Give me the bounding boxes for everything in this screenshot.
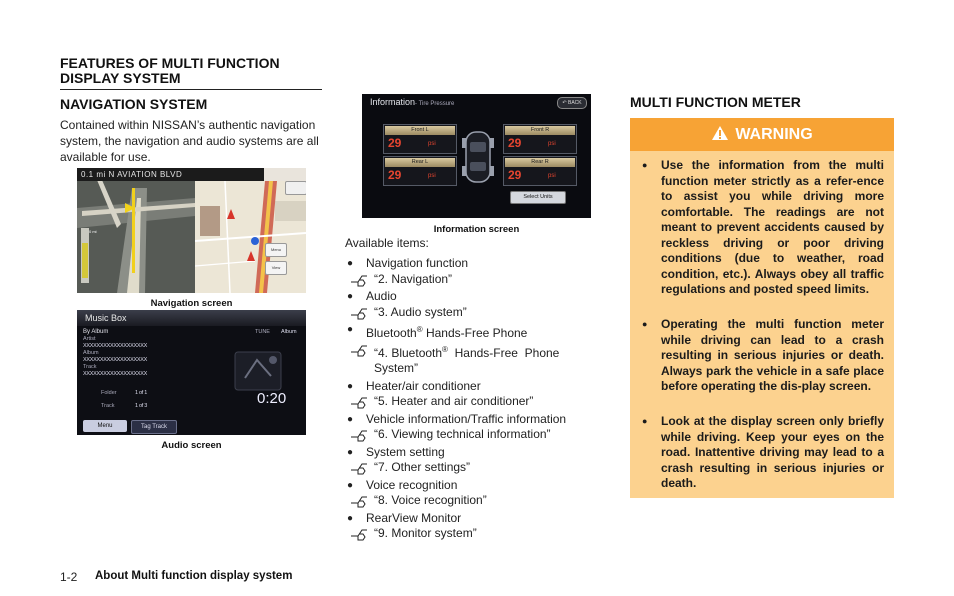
list-item — [345, 445, 610, 461]
music-box-illustration — [227, 338, 297, 398]
album-value: XXXXXXXXXXXXXXXXXXX — [83, 357, 148, 363]
tire-unit: psi — [428, 173, 436, 179]
item-reference: “6. Viewing technical information” — [374, 427, 551, 441]
item-name: Bluetooth — [366, 326, 417, 340]
bullet-icon: ● — [642, 160, 648, 170]
item-name-suffix: Hands-Free Phone — [422, 326, 528, 340]
bullet-icon: ● — [347, 446, 354, 458]
list-item — [345, 289, 610, 305]
item-reference: “7. Other settings” — [374, 460, 471, 474]
warning-item: Look at the display screen only briefly while driving. Keep your eyes on the road. Inattentive driving may lead to a crash resulting in serious injuries or death. — [661, 414, 884, 490]
list-item — [345, 511, 610, 527]
list-item-reference — [345, 526, 610, 542]
warning-item: Use the information from the multi function meter strictly as a refer-ence to assist you while driving more comfortable. The readings are not meant to prevent accidents caused by reckless driving or poor driving conditions (due to weather, road condition, etc.). Always obey all traffic regulations and posted speed limits. — [661, 158, 884, 296]
information-screen-image — [362, 94, 591, 218]
map-2d-view — [195, 181, 306, 293]
artist-label: Artist — [83, 336, 96, 342]
map-3d-view — [77, 168, 195, 293]
navigation-screen-image — [77, 168, 306, 293]
list-item — [345, 412, 610, 428]
menu-button[interactable]: Menu — [83, 420, 127, 432]
pointing-hand-icon — [349, 273, 369, 287]
tire-label: Front R — [505, 126, 575, 135]
tire-label: Rear L — [385, 158, 455, 167]
item-reference: “5. Heater and air conditioner” — [374, 394, 534, 408]
list-item — [345, 322, 610, 342]
tire-value: 29 — [388, 168, 402, 182]
back-arrow-icon: ↶ — [562, 100, 567, 106]
track-label: Track — [83, 364, 97, 370]
item-ref-sup: ® — [442, 344, 448, 354]
multi-function-meter-heading: MULTI FUNCTION METER — [630, 94, 801, 110]
information-screen-caption: Information screen — [433, 224, 520, 235]
back-button[interactable] — [557, 97, 587, 109]
warning-triangle-icon — [711, 125, 729, 141]
tire-value: 29 — [388, 136, 402, 150]
pointing-hand-icon — [349, 461, 369, 475]
bullet-icon: ● — [347, 413, 354, 425]
bullet-icon: ● — [347, 479, 354, 491]
nav-top-bar: 0.1 mi N AVIATION BLVD — [77, 168, 264, 181]
audio-screen-caption: Audio screen — [161, 440, 222, 451]
list-item — [345, 478, 610, 494]
map-scale-button[interactable] — [285, 181, 306, 195]
item-sup: ® — [416, 325, 423, 334]
track-count-value: 1 of 3 — [135, 403, 147, 409]
artist-value: XXXXXXXXXXXXXXXXXXX — [83, 343, 148, 349]
folder-value: 1 of 1 — [135, 390, 147, 396]
item-reference: “3. Audio system” — [374, 304, 467, 319]
pointing-hand-icon — [349, 527, 369, 541]
warning-item: Operating the multi function meter while driving can lead to a crash resulting in serious injuries or death. Always park the vehicle in a safe place before operating the dis-play screen. — [661, 317, 884, 393]
tire-value: 29 — [508, 168, 522, 182]
select-units-button[interactable]: Select Units — [510, 191, 566, 204]
chapter-title: About Multi function display system — [95, 570, 293, 582]
tire-unit: psi — [428, 141, 436, 147]
tire-value: 29 — [508, 136, 522, 150]
item-name: System setting — [366, 444, 445, 459]
track-value: XXXXXXXXXXXXXXXXXXX — [83, 371, 148, 377]
back-label: BACK — [567, 100, 582, 106]
bullet-icon: ● — [642, 319, 648, 329]
item-name: Vehicle information/Traffic information — [366, 411, 567, 426]
pointing-hand-icon — [349, 306, 369, 320]
warning-header — [630, 118, 894, 151]
warning-body — [630, 151, 894, 498]
tire-unit: psi — [548, 141, 556, 147]
map-menu-button[interactable]: Menu — [265, 243, 287, 257]
info-title — [370, 97, 454, 107]
info-title-text: Information — [370, 97, 416, 107]
list-item-reference — [345, 342, 610, 377]
navigation-screen-caption: Navigation screen — [150, 298, 233, 309]
bullet-icon: ● — [347, 291, 354, 302]
intro-paragraph: Contained within NISSAN’s authentic navigation system, the navigation and audio systems are all available for use. — [60, 118, 319, 164]
navigation-system-heading: NAVIGATION SYSTEM — [60, 96, 208, 112]
list-item-reference — [345, 272, 610, 288]
pointing-hand-icon — [349, 395, 369, 409]
available-items-list — [345, 236, 610, 542]
tag-track-button[interactable]: Tag Track — [131, 420, 177, 434]
list-item-reference — [345, 493, 610, 509]
list-item-reference — [345, 427, 610, 443]
album-tag-label: Album — [281, 329, 297, 335]
tune-label: TUNE — [255, 329, 270, 335]
car-top-view-icon — [462, 128, 494, 186]
bullet-icon: ● — [347, 324, 354, 335]
tire-rear-right — [503, 156, 577, 186]
list-item-reference — [345, 460, 610, 476]
item-ref-suffix: Hands-Free Phone — [447, 345, 560, 360]
warning-title: WARNING — [735, 126, 813, 143]
tire-front-right — [503, 124, 577, 154]
item-name: Navigation function — [366, 256, 469, 270]
page-number: 1-2 — [60, 570, 78, 584]
tire-label: Rear R — [505, 158, 575, 167]
album-label: Album — [83, 350, 99, 356]
track-count-label: Track — [101, 403, 115, 409]
bullet-icon: ● — [642, 416, 648, 426]
item-name: Audio — [366, 289, 397, 303]
bullet-icon: ● — [347, 512, 354, 524]
tire-front-left — [383, 124, 457, 154]
svg-text:0 mi: 0 mi — [89, 229, 97, 234]
folder-label: Folder — [101, 390, 117, 396]
tire-rear-left — [383, 156, 457, 186]
map-view-button[interactable]: View — [265, 261, 287, 275]
section-title: FEATURES OF MULTI FUNCTION DISPLAY SYSTEM — [60, 56, 322, 90]
item-reference: “4. Bluetooth — [374, 345, 443, 360]
tire-unit: psi — [548, 173, 556, 179]
item-reference: “8. Voice recognition” — [374, 493, 487, 507]
pointing-hand-icon — [349, 343, 369, 357]
playback-time: 0:20 — [257, 390, 287, 407]
list-item — [345, 256, 610, 272]
pointing-hand-icon — [349, 428, 369, 442]
item-ref-line2: System” — [374, 361, 419, 375]
item-reference: “9. Monitor system” — [374, 526, 477, 540]
list-item — [345, 379, 610, 395]
item-reference: “2. Navigation” — [374, 271, 453, 286]
list-item-reference — [345, 394, 610, 410]
by-album-label: By Album — [83, 329, 109, 335]
item-name: Heater/air conditioner — [366, 378, 481, 393]
bullet-icon: ● — [347, 258, 354, 269]
audio-screen-image — [77, 310, 306, 435]
item-name: RearView Monitor — [366, 510, 462, 525]
tire-label: Front L — [385, 126, 455, 135]
pointing-hand-icon — [349, 494, 369, 508]
bullet-icon: ● — [347, 380, 354, 392]
item-name: Voice recognition — [366, 477, 458, 492]
available-items-label: Available items: — [345, 236, 429, 250]
audio-title: Music Box — [77, 310, 306, 326]
info-subtitle: - Tire Pressure — [415, 101, 455, 107]
list-item-reference — [345, 305, 610, 321]
